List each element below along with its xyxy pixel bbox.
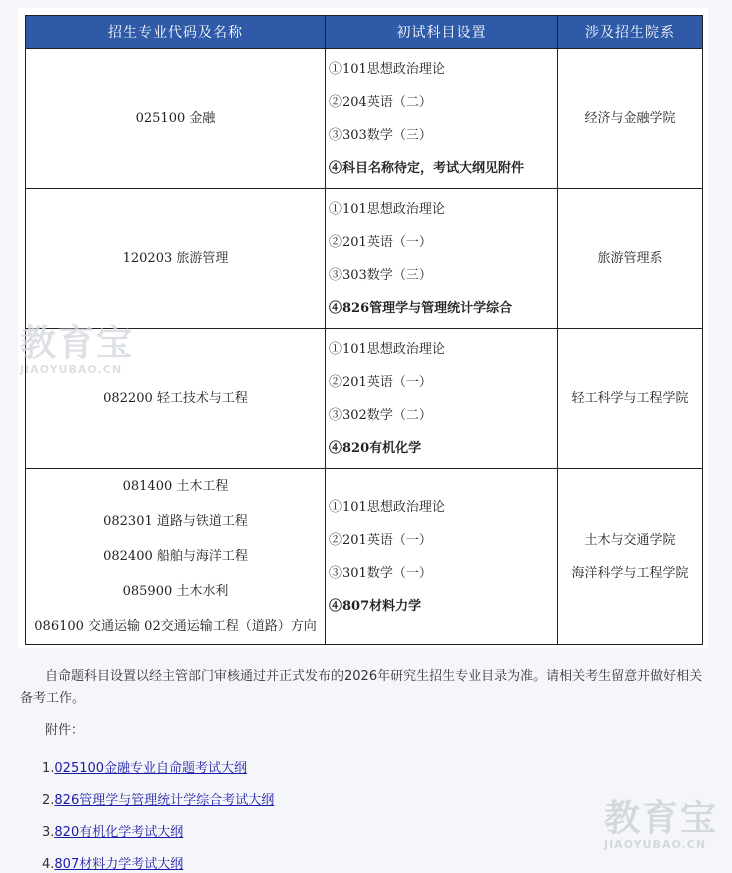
major-name: 086100 交通运输 02交通运输工程（道路）方向	[34, 619, 317, 634]
department-name: 旅游管理系	[597, 251, 663, 266]
subject-item: ④807材料力学	[329, 598, 422, 614]
subject-item: ③302数学（二）	[329, 407, 432, 423]
table-row	[26, 189, 703, 329]
major-name: 082301 道路与铁道工程	[103, 514, 248, 529]
header-major: 招生专业代码及名称	[26, 16, 326, 49]
attachment-link-mechanics[interactable]: 807材料力学考试大纲	[54, 857, 184, 872]
subject-item: ③303数学（三）	[329, 267, 432, 283]
subject-item: ②204英语（二）	[329, 94, 432, 110]
major-name: 025100 金融	[135, 111, 216, 126]
subjects-cell	[326, 469, 558, 645]
watermark-text: 教育宝	[604, 798, 719, 839]
attachment-item	[42, 789, 274, 808]
major-name: 120203 旅游管理	[122, 251, 229, 266]
major-cell	[26, 189, 326, 329]
subjects-cell	[326, 189, 558, 329]
watermark-subtext: JIAOYUBAO.CN	[20, 363, 123, 376]
major-cell	[26, 469, 326, 645]
subject-item: ②201英语（一）	[329, 234, 432, 250]
attachment-link-chemistry[interactable]: 820有机化学考试大纲	[54, 825, 184, 840]
attachment-number: 3.	[42, 825, 55, 840]
department-name: 土木与交通学院	[584, 532, 676, 548]
subject-item: ④826管理学与管理统计学综合	[329, 300, 513, 316]
header-department: 涉及招生院系	[558, 16, 703, 49]
watermark-subtext: JIAOYUBAO.CN	[604, 838, 707, 851]
table-row	[26, 329, 703, 469]
attachment-number: 2.	[42, 793, 55, 808]
department-cell	[558, 49, 703, 189]
major-name: 082200 轻工技术与工程	[103, 391, 248, 406]
attachment-link-management[interactable]: 826管理学与管理统计学综合考试大纲	[54, 793, 275, 808]
header-subjects: 初试科目设置	[326, 16, 558, 49]
department-cell	[558, 329, 703, 469]
attachment-item	[42, 853, 183, 872]
subject-item: ①101思想政治理论	[329, 201, 445, 217]
department-cell	[558, 189, 703, 329]
department-cell	[558, 469, 703, 645]
table-header-row	[26, 16, 703, 49]
department-name: 经济与金融学院	[584, 111, 676, 126]
department-name: 海洋科学与工程学院	[571, 565, 689, 581]
subject-item: ①101思想政治理论	[329, 61, 445, 77]
table-row	[26, 469, 703, 645]
subject-item: ③303数学（三）	[329, 127, 432, 143]
attachment-item	[42, 757, 247, 776]
attachment-link-finance[interactable]: 025100金融专业自命题考试大纲	[54, 761, 248, 776]
watermark-logo	[604, 800, 718, 851]
subject-item: ②201英语（一）	[329, 374, 432, 390]
subject-item: ③301数学（一）	[329, 565, 432, 581]
watermark-text: 教育宝	[20, 323, 135, 364]
major-name: 082400 船舶与海洋工程	[103, 549, 248, 564]
table-row	[26, 49, 703, 189]
subject-item: ①101思想政治理论	[329, 341, 445, 357]
major-name: 081400 土木工程	[122, 479, 229, 494]
attachment-item	[42, 821, 183, 840]
subjects-cell	[326, 329, 558, 469]
admission-table-panel	[18, 8, 708, 648]
major-name: 085900 土木水利	[122, 584, 229, 599]
subject-item: ②201英语（一）	[329, 532, 432, 548]
subject-item: ④820有机化学	[329, 440, 422, 456]
subject-item: ④科目名称待定，考试大纲见附件	[329, 160, 525, 176]
admission-table	[25, 15, 703, 645]
attachment-number: 4.	[42, 857, 55, 872]
attachments-label: 附件：	[45, 723, 85, 738]
subject-item: ①101思想政治理论	[329, 499, 445, 515]
attachment-number: 1.	[42, 761, 55, 776]
major-cell	[26, 329, 326, 469]
subjects-cell	[326, 49, 558, 189]
major-cell	[26, 49, 326, 189]
notice-paragraph: 自命题科目设置以经主管部门审核通过并正式发布的2026年研究生招生专业目录为准。请相关考生留意并做好相关备考工作。	[20, 669, 703, 706]
department-name: 轻工科学与工程学院	[571, 391, 689, 406]
